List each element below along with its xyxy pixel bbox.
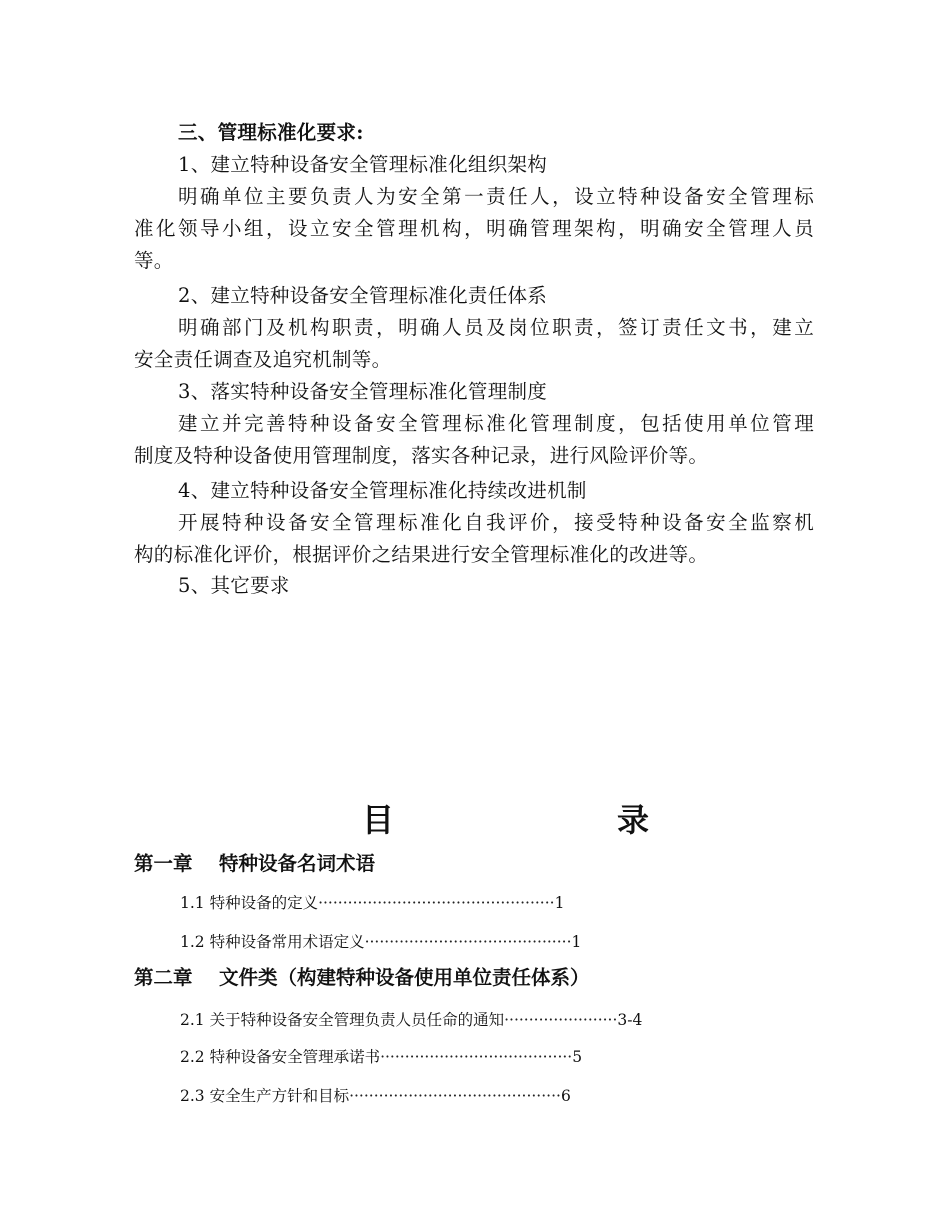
item-body-line: 构的标准化评价，根据评价之结果进行安全管理标准化的改进等。 xyxy=(134,543,709,566)
toc-entry[interactable] xyxy=(180,1045,582,1069)
toc-page-number: 3-4 xyxy=(617,1011,643,1029)
item-body-line: 等。 xyxy=(134,249,174,272)
toc-entry-label: 2.3 安全生产方针和目标 xyxy=(180,1087,350,1105)
toc-page-number: 6 xyxy=(560,1087,571,1105)
chapter-number: 第二章 xyxy=(134,966,193,989)
chapter-number: 第一章 xyxy=(134,852,193,875)
toc-page-number: 1 xyxy=(571,933,582,951)
item-body-line: 明确部门及机构职责，明确人员及岗位职责，签订责任文书，建立 xyxy=(178,316,814,339)
toc-leader: ················································ xyxy=(318,894,555,912)
toc-entry-label: 1.2 特种设备常用术语定义 xyxy=(180,933,365,951)
item-title-3: 3、落实特种设备安全管理标准化管理制度 xyxy=(178,380,548,403)
toc-entry-label: 2.1 关于特种设备安全管理负责人员任命的通知 xyxy=(180,1011,505,1029)
toc-chapter-2 xyxy=(134,963,590,993)
item-body-line: 制度及特种设备使用管理制度，落实各种记录，进行风险评价等。 xyxy=(134,444,709,467)
item-body-line: 安全责任调查及追究机制等。 xyxy=(134,348,392,371)
section-heading: 三、管理标准化要求: xyxy=(178,121,364,144)
toc-title-right: 录 xyxy=(617,801,650,839)
toc-leader: ··········································· xyxy=(349,1087,561,1105)
chapter-title: 文件类（构建特种设备使用单位责任体系） xyxy=(219,966,590,989)
toc-chapter-1 xyxy=(134,849,375,879)
toc-entry[interactable] xyxy=(180,1008,642,1032)
chapter-title: 特种设备名词术语 xyxy=(219,852,376,875)
item-title-1: 1、建立特种设备安全管理标准化组织架构 xyxy=(178,153,548,176)
item-title-2: 2、建立特种设备安全管理标准化责任体系 xyxy=(178,284,548,307)
item-body-line: 明确单位主要负责人为安全第一责任人，设立特种设备安全管理标 xyxy=(178,185,814,208)
item-body-line: 建立并完善特种设备安全管理标准化管理制度，包括使用单位管理 xyxy=(178,412,814,435)
item-body-line: 开展特种设备安全管理标准化自我评价，接受特种设备安全监察机 xyxy=(178,511,814,534)
toc-page-number: 5 xyxy=(572,1048,583,1066)
item-title-4: 4、建立特种设备安全管理标准化持续改进机制 xyxy=(178,479,587,502)
toc-entry[interactable] xyxy=(180,1084,571,1108)
item-body-line: 准化领导小组，设立安全管理机构，明确管理架构，明确安全管理人员 xyxy=(134,217,814,240)
item-title-5: 5、其它要求 xyxy=(178,574,290,597)
toc-entry-label: 1.1 特种设备的定义 xyxy=(180,894,319,912)
toc-title-left: 目 xyxy=(362,801,395,839)
toc-entry[interactable] xyxy=(180,930,581,954)
toc-leader: ·········································· xyxy=(364,933,572,951)
toc-leader: ······················· xyxy=(504,1011,618,1029)
toc-leader: ······································· xyxy=(380,1048,573,1066)
toc-entry[interactable] xyxy=(180,891,564,915)
toc-page-number: 1 xyxy=(554,894,565,912)
toc-entry-label: 2.2 特种设备安全管理承诺书 xyxy=(180,1048,381,1066)
